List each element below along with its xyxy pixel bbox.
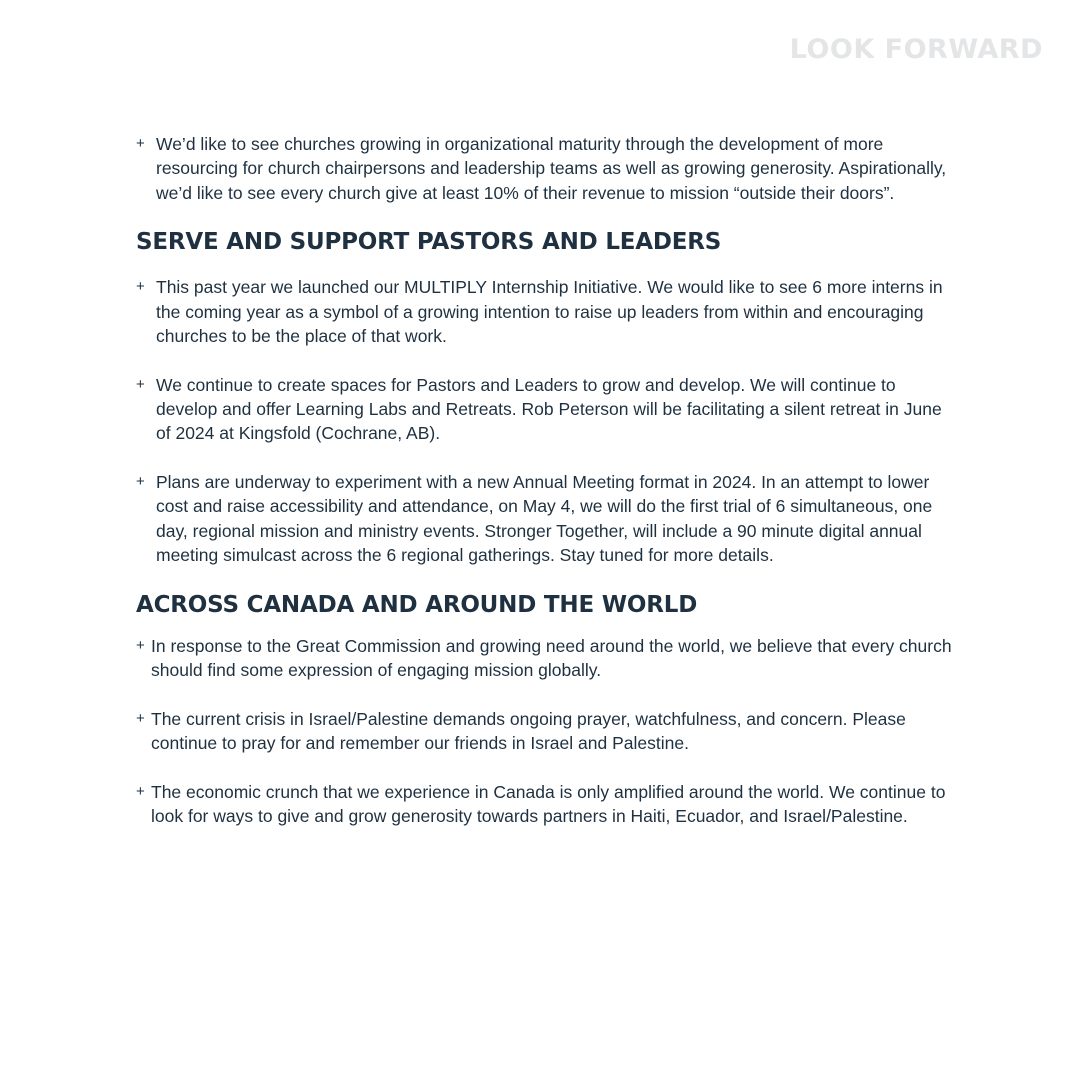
page-section-label: LOOK FORWARD (789, 34, 1043, 65)
list-item (136, 470, 956, 567)
section-heading-pastors-leaders: SERVE AND SUPPORT PASTORS AND LEADERS (136, 229, 722, 256)
bullet-text: Plans are underway to experiment with a new Annual Meeting format in 2024. In an attempt to lower cost and raise accessibility and attendance, on May 4, we will do the first trial of 6 simultaneous, one day, regional mission and ministry events. Stronger Together, will include a 90 minute digital annual meeting simulcast across the 6 regional gatherings. Stay tuned for more details. (156, 472, 933, 566)
bullet-text: We continue to create spaces for Pastors and Leaders to grow and develop. We will continue to develop and offer Learning Labs and Retreats. Rob Peterson will be facilitating a silent retreat in June of 2024 at Kingsfold (Cochrane, AB). (156, 374, 942, 444)
list-item (136, 780, 956, 829)
plus-bullet-icon: + (136, 709, 145, 727)
canada-world-bullet-list (136, 634, 956, 829)
bullet-text: In response to the Great Commission and growing need around the world, we believe that every church should find some expression of engaging mission globally. (151, 635, 952, 681)
list-item (136, 275, 956, 348)
intro-bullet-list (136, 132, 956, 205)
plus-bullet-icon: + (136, 135, 145, 152)
bullet-text: This past year we launched our MULTIPLY Internship Initiative. We would like to see 6 more interns in the coming year as a symbol of a growing intention to raise up leaders from within and encouraging churches to be the place of that work. (156, 277, 943, 346)
list-item (136, 707, 956, 756)
list-item (136, 132, 956, 205)
section-heading-canada-world: ACROSS CANADA AND AROUND THE WORLD (136, 591, 698, 618)
plus-bullet-icon: + (136, 783, 145, 801)
document-body (136, 132, 956, 853)
bullet-text: The current crisis in Israel/Palestine demands ongoing prayer, watchfulness, and concern. Please continue to pray for and remember our friends in Israel and Palestine. (151, 708, 906, 754)
bullet-text: The economic crunch that we experience in Canada is only amplified around the world. We continue to look for ways to give and grow generosity towards partners in Haiti, Ecuador, and Israel/Palestine. (151, 782, 946, 827)
plus-bullet-icon: + (136, 473, 145, 491)
list-item (136, 373, 956, 446)
pastors-leaders-bullet-list (136, 275, 956, 567)
plus-bullet-icon: + (136, 636, 145, 654)
bullet-text: We’d like to see churches growing in organizational maturity through the development of more resourcing for church chairpersons and leadership teams as well as growing generosity. Aspirationally, we’d like to see every church give at least 10% of their revenue to mission “outside their doors”. (156, 134, 947, 203)
plus-bullet-icon: + (136, 375, 145, 393)
plus-bullet-icon: + (136, 278, 145, 296)
list-item (136, 634, 956, 683)
